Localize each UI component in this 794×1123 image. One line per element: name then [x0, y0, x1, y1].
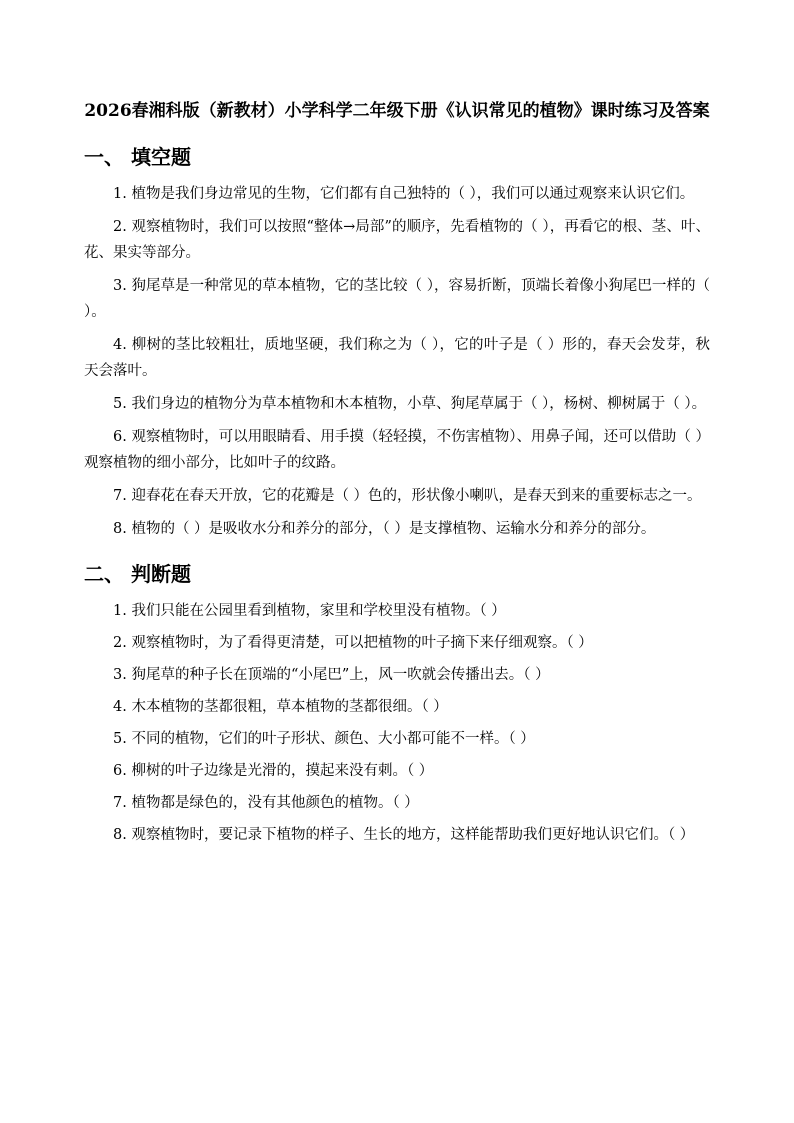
judge-question: 5. 不同的植物，它们的叶子形状、颜色、大小都可能不一样。（ ） — [113, 731, 535, 747]
judge-question: 1. 我们只能在公园里看到植物，家里和学校里没有植物。（ ） — [113, 603, 506, 619]
section-heading-fill: 一、 填空题 — [84, 145, 191, 169]
fill-question-list — [84, 181, 710, 542]
judge-question: 3. 狗尾草的种子长在顶端的“小尾巴”上，风一吹就会传播出去。（ ） — [113, 667, 550, 683]
fill-question: 1. 植物是我们身边常见的生物，它们都有自己独特的（ ），我们可以通过观察来认识它们。 — [113, 186, 695, 202]
judge-question: 7. 植物都是绿色的，没有其他颜色的植物。（ ） — [113, 795, 419, 811]
fill-question: 5. 我们身边的植物分为草本植物和木本植物，小草、狗尾草属于（ ），杨树、柳树属于（ ）。 — [113, 396, 707, 412]
judge-question: 4. 木本植物的茎都很粗，草本植物的茎都很细。（ ） — [113, 699, 448, 715]
fill-question: 4. 柳树的茎比较粗壮，质地坚硬，我们称之为（ ），它的叶子是（ ）形的，春天会发芽，秋天会落叶。 — [84, 337, 710, 379]
judge-question: 8. 观察植物时，要记录下植物的样子、生长的地方，这样能帮助我们更好地认识它们。（ ） — [113, 827, 695, 843]
fill-question: 8. 植物的（ ）是吸收水分和养分的部分，（ ）是支撑植物、运输水分和养分的部分。 — [113, 521, 656, 537]
fill-question: 2. 观察植物时，我们可以按照“整体→局部”的顺序，先看植物的（ ），再看它的根、茎、叶、花、果实等部分。 — [84, 219, 710, 261]
judge-question-list — [84, 598, 710, 848]
section-heading-judge: 二、 判断题 — [84, 562, 191, 586]
page-title: 2026春湘科版（新教材）小学科学二年级下册《认识常见的植物》课时练习及答案 — [84, 101, 710, 121]
fill-question: 6. 观察植物时，可以用眼睛看、用手摸（轻轻摸，不伤害植物）、用鼻子闻，还可以借助（ ）观察植物的细小部分，比如叶子的纹路。 — [84, 429, 710, 471]
fill-question: 3. 狗尾草是一种常见的草本植物，它的茎比较（ ），容易折断，顶端长着像小狗尾巴一样的（ ）。 — [84, 278, 710, 320]
judge-question: 6. 柳树的叶子边缘是光滑的，摸起来没有刺。（ ） — [113, 763, 434, 779]
judge-question: 2. 观察植物时，为了看得更清楚，可以把植物的叶子摘下来仔细观察。（ ） — [113, 635, 593, 651]
document-page — [84, 98, 710, 854]
fill-question: 7. 迎春花在春天开放，它的花瓣是（ ）色的，形状像小喇叭，是春天到来的重要标志之一。 — [113, 488, 702, 504]
